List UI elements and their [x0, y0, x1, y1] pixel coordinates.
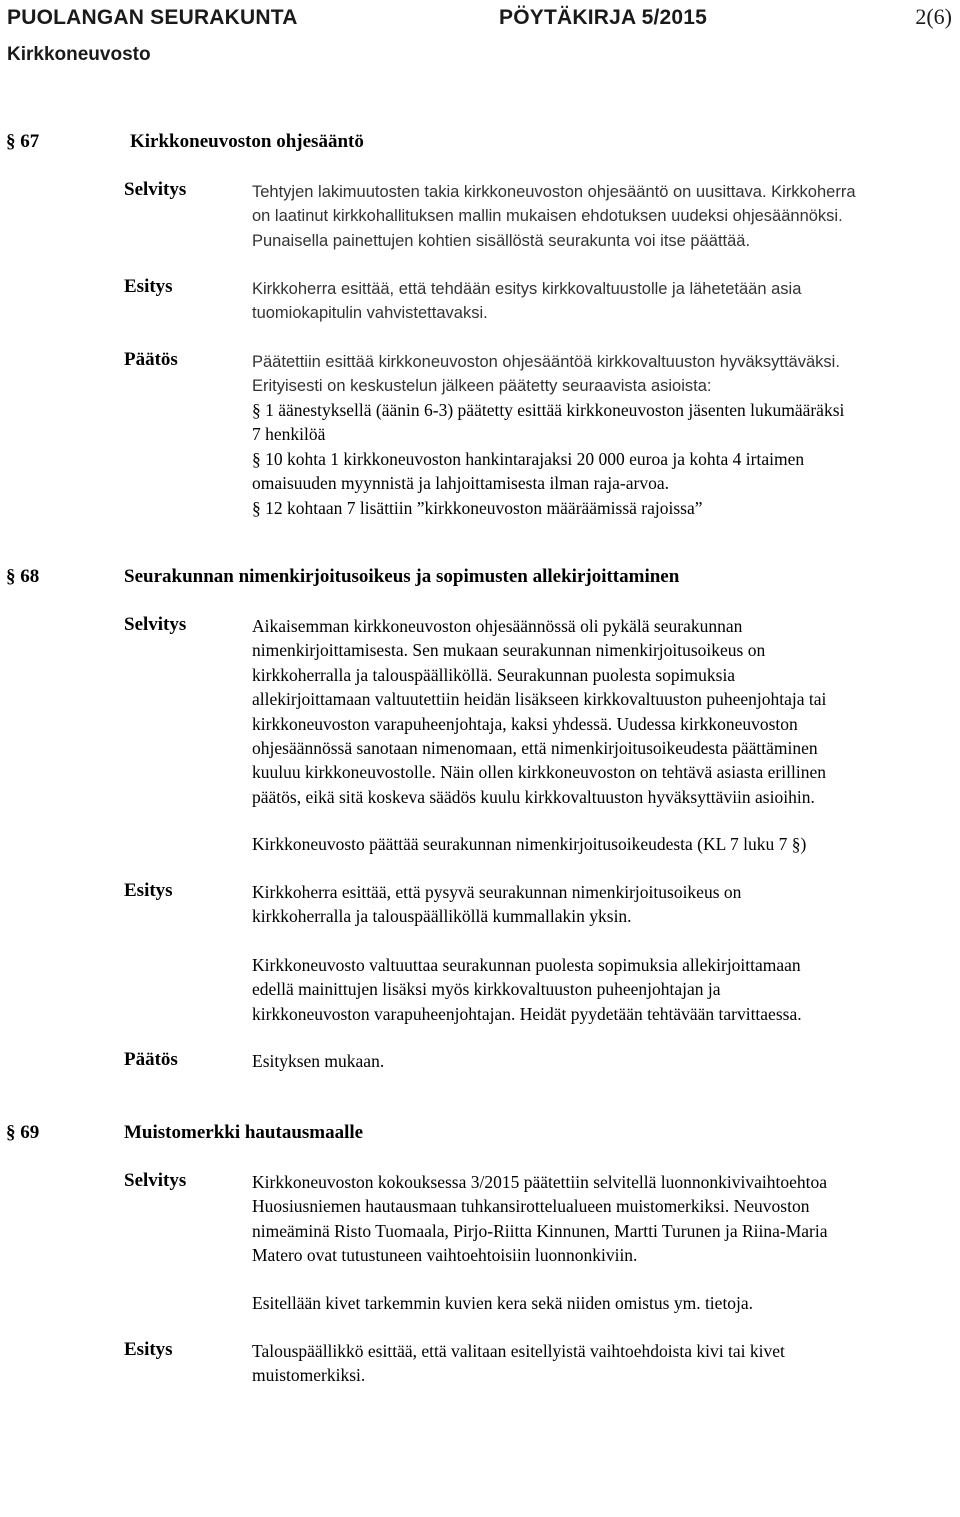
paragraph-line: on laatinut kirkkohallituksen mallin mukaisen ehdotuksen uudeksi ohjesäännöksi.	[252, 207, 843, 226]
section-67-title-row	[6, 131, 364, 153]
section-68-esitys-label: Esitys	[124, 880, 173, 901]
section-69-esitys-text	[252, 1339, 785, 1388]
section-67-esitys-label: Esitys	[124, 276, 173, 297]
paragraph-line: 7 henkilöä	[252, 424, 326, 445]
paragraph-line: nimenkirjoittamisesta. Sen mukaan seurakunnan nimenkirjoitusoikeus on	[252, 640, 766, 661]
paragraph-line: Matero ovat tutustuneen vaihtoehtoisiin luonnonkiviin.	[252, 1245, 638, 1266]
section-67-paatos-text	[252, 350, 840, 399]
paragraph-line: Päätettiin esittää kirkkoneuvoston ohjesääntöä kirkkovaltuuston hyväksyttäväksi.	[252, 353, 840, 371]
paragraph-line: § 12 kohtaan 7 lisättiin ”kirkkoneuvoston määräämissä rajoissa”	[252, 497, 703, 518]
section-68-selvitys-label: Selvitys	[124, 614, 187, 635]
paragraph-line: Kirkkoherra esittää, että tehdään esitys kirkkovaltuustolle ja lähetetään asia	[252, 280, 802, 298]
section-67-paatos-label: Päätös	[124, 349, 178, 370]
section-69-selvitys-text	[252, 1170, 828, 1268]
section-67-selvitys-text	[252, 180, 856, 253]
paragraph-line: nimeäminä Risto Tuomaala, Pirjo-Riitta Kinnunen, Martti Turunen ja Riina-Maria	[252, 1220, 828, 1241]
section-69-selvitys-extra	[252, 1291, 753, 1315]
paragraph-line: kirkkoneuvoston varapuheenjohtaja, kaksi yhdessä. Uudessa kirkkoneuvoston	[252, 713, 798, 734]
paragraph-line: Punaisella painettujen kohtien sisällöstä seurakunta voi itse päättää.	[252, 231, 751, 250]
paragraph-line: Kirkkoneuvoston kokouksessa 3/2015 päätettiin selvitellä luonnonkivivaihtoehtoa	[252, 1172, 827, 1192]
section-69-title: Muistomerkki hautausmaalle	[124, 1122, 364, 1143]
section-67-number: § 67	[6, 131, 40, 152]
paragraph-line: ohjesäännössä sanotaan nimenomaan, että nimenkirjoitusoikeudesta päättäminen	[252, 738, 818, 759]
paragraph-line: päätös, eikä sitä koskeva säädös kuulu kirkkovaltuuston hyväksyttäviin asioihin.	[252, 786, 815, 807]
section-69-selvitys-label: Selvitys	[124, 1170, 187, 1191]
section-69-title-row	[6, 1122, 363, 1144]
section-68-selvitys-extra	[252, 832, 806, 856]
paragraph-line: Kirkkoneuvosto päättää seurakunnan nimenkirjoitusoikeudesta (KL 7 luku 7 §)	[252, 834, 807, 854]
organization-name: PUOLANGAN SEURAKUNTA	[7, 6, 298, 29]
paragraph-line: allekirjoittamaan valtuutettiin heidän lisäkseen kirkkovaltuuston puheenjohtaja tai	[252, 689, 827, 710]
paragraph-line: Erityisesti on keskustelun jälkeen päätetty seuraavista asioista:	[252, 377, 712, 396]
page-header	[0, 0, 960, 70]
paragraph-line: kirkkoherralla ja talouspäälliköllä kummallakin yksin.	[252, 906, 632, 927]
paragraph-line: kirkkoneuvoston varapuheenjohtajan. Heidät pyydetään tehtävään tarvittaessa.	[252, 1003, 802, 1024]
paragraph-line: muistomerkiksi.	[252, 1365, 366, 1386]
paragraph-line: kirkkoherralla ja talouspäälliköllä. Seurakunnan puolesta sopimuksia	[252, 664, 736, 685]
section-68-esitys-text	[252, 880, 741, 929]
paragraph-line: § 1 äänestyksellä (äänin 6-3) päätetty esittää kirkkoneuvoston jäsenten lukumääräksi	[252, 400, 845, 420]
section-67-esitys-text	[252, 277, 801, 326]
paragraph-line: omaisuuden myynnistä ja lahjoittamisesta ilman raja-arvoa.	[252, 473, 669, 494]
paragraph-line: Kirkkoneuvosto valtuuttaa seurakunnan puolesta sopimuksia allekirjoittamaan	[252, 955, 801, 975]
paragraph-line: Esityksen mukaan.	[252, 1051, 385, 1071]
paragraph-line: Tehtyjen lakimuutosten takia kirkkoneuvoston ohjesääntö on uusittava. Kirkkoherra	[252, 183, 856, 201]
section-68-paatos-label: Päätös	[124, 1049, 178, 1070]
paragraph-line: Kirkkoherra esittää, että pysyvä seurakunnan nimenkirjoitusoikeus on	[252, 882, 742, 902]
paragraph-line: edellä mainittujen lisäksi myös kirkkovaltuuston puheenjohtajan ja	[252, 979, 721, 1000]
paragraph-line: kuuluu kirkkoneuvostolle. Näin ollen kirkkoneuvoston on tehtävä asiasta erillinen	[252, 762, 826, 783]
paragraph-line: Talouspäällikkö esittää, että valitaan esitellyistä vaihtoehdoista kivi tai kivet	[252, 1341, 785, 1361]
paragraph-line: § 10 kohta 1 kirkkoneuvoston hankintarajaksi 20 000 euroa ja kohta 4 irtaimen	[252, 448, 805, 469]
page-number: 2(6)	[915, 4, 952, 29]
section-68-number: § 68	[6, 566, 40, 587]
meeting-body: Kirkkoneuvosto	[7, 44, 151, 65]
section-68-title: Seurakunnan nimenkirjoitusoikeus ja sopimusten allekirjoittaminen	[124, 566, 680, 587]
paragraph-line: Esitellään kivet tarkemmin kuvien kera sekä niiden omistus ym. tietoja.	[252, 1293, 754, 1313]
section-67-title: Kirkkoneuvoston ohjesääntö	[130, 131, 364, 152]
paragraph-line: Huosiusniemen hautausmaan tuhkansirottelualueen muistomerkiksi. Neuvoston	[252, 1196, 810, 1217]
section-67-paatos-details	[252, 398, 844, 520]
paragraph-line: tuomiokapitulin vahvistettavaksi.	[252, 304, 488, 323]
section-68-paatos-text	[252, 1049, 384, 1073]
paragraph-line: Aikaisemman kirkkoneuvoston ohjesäännössä oli pykälä seurakunnan	[252, 616, 743, 636]
section-69-number: § 69	[6, 1122, 40, 1143]
section-69-esitys-label: Esitys	[124, 1339, 173, 1360]
section-68-title-row	[6, 566, 679, 588]
section-68-esitys-extra	[252, 953, 802, 1026]
section-68-selvitys-text	[252, 614, 826, 809]
section-67-selvitys-label: Selvitys	[124, 179, 187, 200]
document-title: PÖYTÄKIRJA 5/2015	[499, 6, 708, 29]
